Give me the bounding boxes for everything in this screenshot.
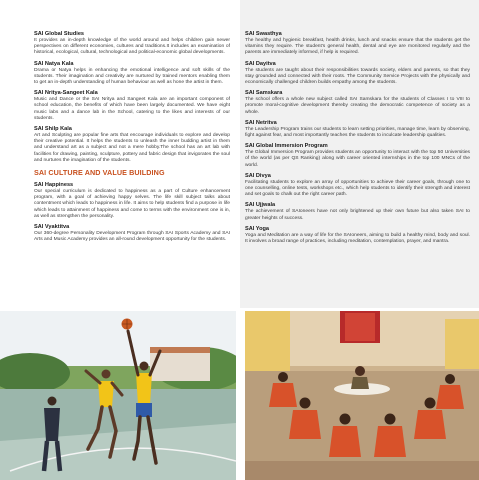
section-text: Art and Sculpting are popular fine arts that encourage individuals to explore and develop their creative potential. It helps the students to unleash the inner budding artist in them and understand art as a subject and not a mere hobby.The school has an art lab with facilities for drawing, painting, sculpture, pottery and fabric design that invigorates the soul and nurtures the imagination of the students.	[34, 133, 230, 163]
section-title: SAI Swasthya	[245, 31, 282, 37]
right-column	[240, 0, 479, 308]
section-text: The students are taught about their responsibilities towards society, elders and parents, so that they stay grounded and connected with their roots. The Community Service Projects with the physically and economically challenged children builds empathy among the students.	[245, 67, 470, 86]
section-title: SAI Vyaktitva	[34, 224, 70, 231]
left-text-block	[34, 31, 230, 247]
section-title: SAI Global Studies	[34, 31, 85, 37]
section-vyaktitva	[34, 224, 230, 243]
section-text: The Global Immersion Program provides students an opportunity to interact with the top 50 Universities of the world (as per QS Ranking) along with career oriented internships in the top 100 MNCs of the world.	[245, 150, 470, 168]
section-global-studies	[34, 31, 230, 57]
section-title: SAI Natya Kala	[34, 60, 74, 67]
section-text: The school offers a whole new subject called SAI Samskara for the students of Classes I to VIII to promote moral-cognitive development thereby creating the democratic competence of society as a whole.	[245, 97, 470, 115]
right-text-block	[245, 31, 470, 249]
section-title: SAI Shilp Kala	[34, 126, 72, 133]
section-happiness	[34, 182, 230, 220]
section-title: SAI Yoga	[245, 225, 270, 232]
section-text: Yoga and Meditation are a way of life for the SAIoneers, aiming to build a healthy mind, body and soul. It involves a broad range of practices, including meditation, contemplation, prayer, and mantra.	[245, 232, 470, 245]
section-samskara	[245, 90, 470, 116]
section-text: Facilitating students to explore an array of opportunities to achieve their career goals, through one to one counselling, online tests, workshops etc., which help students to identify their strength and interest and set goals to chalk out the right career path.	[245, 179, 470, 198]
section-text: The healthy and hygienic breakfast, health drinks, lunch and snacks ensure that the students get the vitamins they require. The student's general health, dental and eye are monitored regularly and the parents are immediately informed, if help is required.	[245, 38, 470, 56]
section-dayitva	[245, 61, 470, 87]
section-title: SAI Divya	[245, 172, 271, 179]
section-divya	[245, 173, 470, 199]
section-title: SAI Happiness	[34, 182, 74, 189]
section-text: It provides an in-depth knowledge of the world around and helps children gain newer perspectives on different economies, cultures and traditions.It includes an examination of historical, ecological, cultural, technological and political-economic global developments.	[34, 38, 230, 56]
section-swasthya	[245, 31, 470, 57]
section-text: Music and Dance or the SAI Nritya and Sangeet Kala are an important component of school education, the benefits of which have been largely documented. We have eight music labs and a dance lab in the School, catering to the likes and interests of our students.	[34, 97, 230, 121]
meditation-photo	[245, 311, 479, 480]
section-title: SAI Samskara	[245, 90, 283, 97]
section-text: Drama or Natya helps in enhancing the emotional intelligence and soft skills of the students. Their imagination and creativity are nurtured by trained mentors enabling them to get an in-depth understanding of human behaviour as well as hone the artist in them.	[34, 67, 230, 86]
section-title: SAI Netritva	[245, 119, 277, 126]
section-yoga	[245, 226, 470, 245]
band-heading: SAI CULTURE AND VALUE BUILDING	[34, 168, 165, 178]
left-column	[0, 0, 240, 308]
basketball-photo	[0, 311, 236, 480]
section-shilp-kala	[34, 126, 230, 164]
section-global-immersion	[245, 143, 470, 169]
basketball-scene	[0, 311, 236, 480]
section-nritya-sangeet-kala	[34, 90, 230, 122]
section-title: SAI Ujjwala	[245, 202, 276, 209]
section-text: The Leadership Program trains our students to learn setting priorities, manage time, learn by observing, fight against fear, and most importantly teaches the students to inculcate leadership qualities.	[245, 126, 470, 139]
section-title: SAI Dayitva	[245, 60, 276, 67]
section-natya-kala	[34, 61, 230, 87]
section-netritva	[245, 120, 470, 139]
meditation-scene	[245, 311, 479, 480]
section-text: The achievement of SAIoneers have not only brightened up their own future but also taken SAI to greater heights of success.	[245, 209, 470, 221]
section-title: SAI Global Immersion Program	[245, 143, 328, 150]
section-title: SAI Nritya-Sangeet Kala	[34, 90, 98, 97]
section-ujjwala	[245, 202, 470, 221]
section-text: Our special curriculum is dedicated to happiness as a part of Culture enhancement program, with a goal of achieving happy selves. The life skill subject talks about contentment which leads to happiness in life. It aims to help students find a purpose in life which leads to attainment of happiness and come to terms with the environment one is in, as well as strengthen the personality.	[34, 189, 230, 219]
section-text: Our 360-degree Personality Development Program through SAI Sports Academy and SAI Arts and Music Academy provides an all-round development opportunity for the students.	[34, 231, 230, 243]
